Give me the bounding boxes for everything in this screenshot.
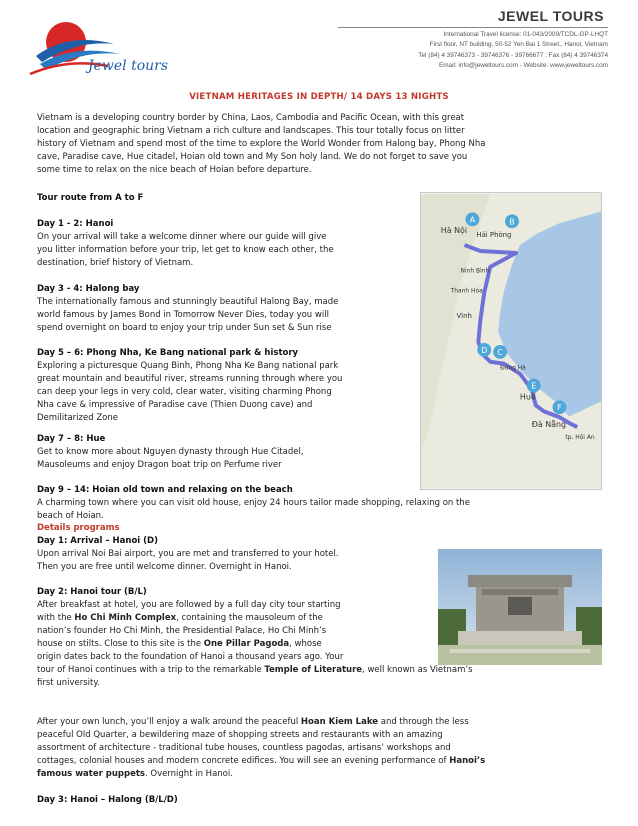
svg-text:D: D [481, 345, 488, 355]
route-section-hoian: Day 9 – 14: Hoian old town and relaxing on the beach A charming town where you can visit old house, enjoy 24 hours tailor made shopping, relaxing on the beach of Hoian. [37, 485, 470, 521]
route-section-hue: Day 7 – 8: Hue Get to know more about Nguyen dynasty through Hue Citadel, Mausoleums and enjoy Dragon boat trip on Perfume river [37, 434, 304, 470]
intro-line: location and geographic bring Vietnam a rich culture and landscapes. This tour totally focus on litter [37, 126, 465, 136]
header-rule [338, 27, 608, 28]
marker-d [477, 343, 491, 357]
mausoleum-photo [438, 549, 602, 665]
details-day1: Details programs Day 1: Arrival – Hanoi (D) Upon arrival Noi Bai airport, you are met and transferred to your hotel. Then you are free until welcome dinner. Overnight in Hanoi. [37, 523, 339, 572]
license: International Travel license: 01-043/2009/TCDL-GP-LHQT [443, 31, 608, 38]
page-title: VIETNAM HERITAGES IN DEPTH/ 14 DAYS 13 NIGHTS [189, 92, 449, 102]
phone: Tel (84) 4 39746373 - 39746376 - 39766677 ; Fax (84) 4 39746374 [418, 51, 608, 59]
details-day2-afternoon: After your own lunch, you’ll enjoy a walk around the peaceful Hoan Kiem Lake and through the less peaceful Old Quarter, a bewildering maze of shopping streets and restaurants with an amazing assortment of architecture - traditional tube houses, countless pagodas, artisans’ workshops and cottages, colonial houses and modern concrete edifices. You will see an evening performance of Hanoi’s famous water puppets. Overnight in Hanoi. [37, 717, 486, 779]
water-puppets: famous water puppets [37, 769, 145, 779]
section-heading: Day 1 - 2: Hanoi [37, 219, 114, 229]
marker-a [466, 212, 480, 226]
hanois: Hanoi’s [449, 756, 486, 766]
intro [37, 112, 485, 177]
section-heading: Day 9 – 14: Hoian old town and relaxing on the beach [37, 485, 293, 495]
svg-text:F: F [557, 403, 562, 413]
label-hue: Huế [519, 392, 536, 402]
details-day2: Day 2: Hanoi tour (B/L) After breakfast at hotel, you are followed by a full day city tour starting with the Ho Chi Minh Complex, containing the mausoleum of the nation’s founder Ho Chi Minh, the Presidential Palace, Ho Chi Minh’s house on stilts. Close to this site is the One Pillar Pagoda, whose origin dates back to the foundation of Hanoi a thousand years ago. Your tour of Hanoi continues with a trip to the remarkable Temple of Literature, well known as Vietnam’s first university. [37, 587, 473, 688]
marker-e [527, 379, 541, 393]
marker-f [553, 400, 567, 414]
svg-text:A: A [469, 215, 476, 225]
ho-chi-minh-complex: Ho Chi Minh Complex [74, 613, 177, 623]
address: First floor, NT building, 50-52 Yen Bai 1 Street., Hanoi, Vietnam [429, 41, 608, 49]
details-day3 [37, 794, 178, 807]
label-thanhhoa: Thanh Hóa [450, 287, 483, 295]
route-heading: Tour route from A to F [37, 193, 144, 203]
email[interactable]: Email: info@jeweltours.com - Website: www.jeweltours.com [438, 62, 608, 70]
day3-heading: Day 3: Hanoi – Halong (B/L/D) [37, 795, 178, 805]
intro-line: cave, Paradise cave, Hue citadel, Hoian old town and My Son holy land. We do not forget to save you [37, 152, 468, 162]
label-hoian: tp. Hội An [565, 433, 595, 441]
label-hanoi: Hà Nội [440, 226, 468, 236]
marker-b [505, 214, 519, 228]
svg-text:B: B [509, 217, 515, 227]
logo-text: Jewel tours [88, 58, 169, 74]
day2-heading: Day 2: Hanoi tour (B/L) [37, 587, 147, 597]
details-heading: Details programs [37, 523, 120, 533]
marker-c [493, 345, 507, 359]
hoan-kiem-lake: Hoan Kiem Lake [300, 717, 379, 727]
label-ninhbinh: Ninh Bình [460, 267, 490, 275]
label-haiphong: Hải Phòng [476, 231, 512, 240]
company-header [338, 8, 608, 72]
intro-line: some time to relax on the nice beach of Hoian before departure. [37, 165, 312, 175]
day1-heading: Day 1: Arrival – Hanoi (D) [37, 536, 158, 546]
svg-text:C: C [497, 347, 503, 357]
jewel-tours-logo [28, 14, 169, 90]
intro-line: history of Vietnam and spend most of the time to explore the World Wonder from Halong bay, Phong Nha [37, 139, 486, 149]
route-map [420, 192, 602, 490]
intro-line: Vietnam is a developing country border by China, Laos, Cambodia and Pacific Ocean, with this great [37, 113, 465, 123]
route-section-halong: Day 3 - 4: Halong bay The internationally famous and stunningly beautiful Halong Bay, made world famous by James Bond in Tomorrow Never Dies, today you will spend overnight on board to enjoy your trip under Sun set & Sun rise [37, 284, 339, 333]
one-pillar-pagoda: One Pillar Pagoda [203, 639, 290, 649]
svg-text:E: E [531, 381, 537, 391]
svg-text:Ho Chi Minh Mausoleum: Ho Chi Minh Mausoleum [513, 661, 527, 662]
label-danang: Đà Nẵng [531, 420, 567, 430]
label-vinh: Vinh [456, 312, 472, 321]
company-name: JEWEL TOURS [497, 8, 604, 24]
temple-of-literature: Temple of Literature [264, 665, 363, 675]
route-section-phongnha: Day 5 – 6: Phong Nha, Ke Bang national park & history Exploring a picturesque Quang Binh, Phong Nha Ke Bang national park great mountain and beautiful river, streams running through where you can deep your legs in very cold, clear water, visiting charming Phong Nha cave & impressive of Paradise cave (Thien Duong cave) and Demilitarized Zone [37, 348, 343, 423]
label-dongha: Đông Hà [500, 364, 526, 372]
route-section-hanoi: Day 1 - 2: Hanoi On your arrival will take a welcome dinner where our guide will give you litter information before your trip, let get to know each other, the destination, brief history of Vietnam. [37, 219, 334, 268]
section-heading: Day 7 – 8: Hue [37, 434, 106, 444]
section-heading: Day 3 - 4: Halong bay [37, 284, 140, 294]
section-heading: Day 5 – 6: Phong Nha, Ke Bang national park & history [37, 348, 299, 358]
